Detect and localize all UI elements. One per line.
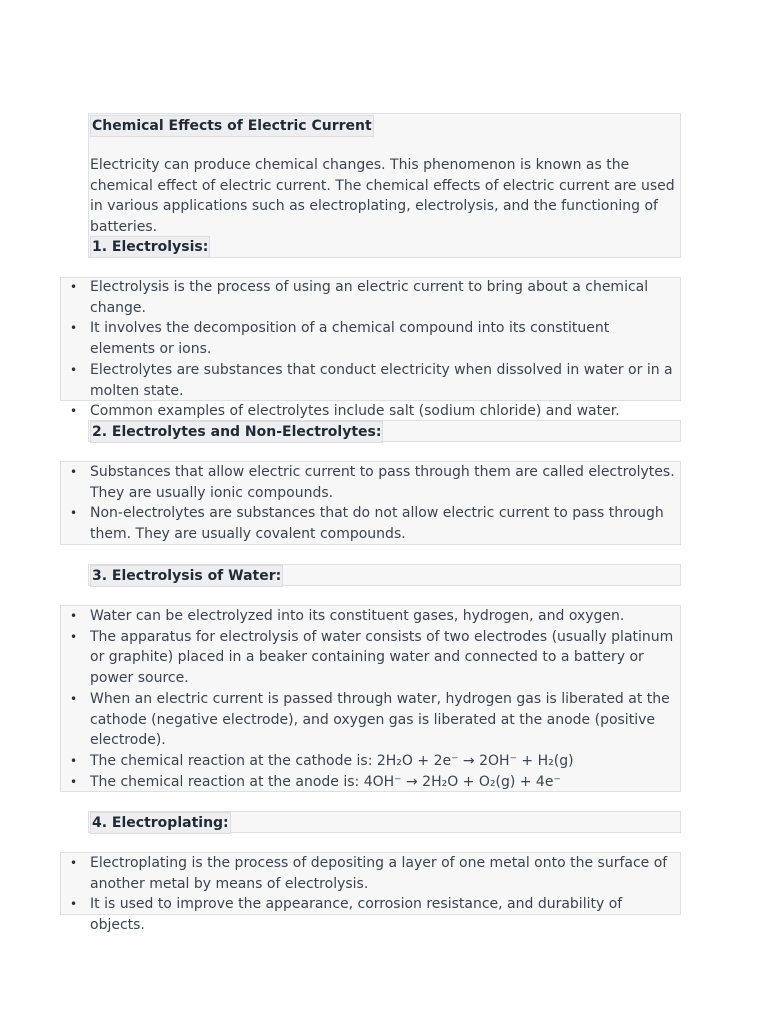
bullet-icon: • [70,321,78,336]
list-item: • Electrolytes are substances that conduct electricity when dissolved in water or in a molten state. [70,361,673,399]
list-item: • Water can be electrolyzed into its constituent gases, hydrogen, and oxygen. [61,606,676,627]
bullet-icon: • [70,506,78,521]
bullet-icon: • [70,897,78,912]
heading-4-block [88,811,681,833]
list-item: • The apparatus for electrolysis of water consists of two electrodes (usually platinum or graphite) placed in a beaker containing water and connected to a battery or power source. [70,628,674,687]
section-heading-electrolytes: 2. Electrolytes and Non-Electrolytes: [90,421,383,443]
list-item: • It is used to improve the appearance, corrosion resistance, and durability of objects. [70,896,623,934]
electrolytes-list-block [60,461,681,545]
list-item: • When an electric current is passed through water, hydrogen gas is liberated at the cathode (negative electrode), and oxygen gas is liberated at the anode (positive electrode). [70,690,670,749]
electrolytes-list [61,462,676,545]
list-item: • It involves the decomposition of a chemical compound into its constituent elements or ions. [70,320,610,358]
water-list-block [60,605,681,792]
water-list [61,606,676,792]
list-item: • Non-electrolytes are substances that do not allow electric current to pass through them. They are usually covalent compounds. [70,505,664,543]
list-item: • Common examples of electrolytes include salt (sodium chloride) and water. [61,401,676,422]
section-heading-water: 3. Electrolysis of Water: [90,565,283,587]
bullet-icon: • [70,753,78,768]
electroplating-list-block [60,852,681,934]
heading-3-block [88,564,681,586]
section-heading-electrolysis: 1. Electrolysis: [90,236,210,258]
intro-paragraph: Electricity can produce chemical changes. This phenomenon is known as the chemical effect of electric current. The chemical effects of electric current are used in various applications such as electroplating, electrolysis, and the functioning of batteries. [90,157,675,236]
page-title: Chemical Effects of Electric Current [90,115,374,137]
bullet-icon: • [70,404,78,419]
intro-block [88,113,681,258]
list-item: • The chemical reaction at the anode is: 4OH⁻ → 2H₂O + O₂(g) + 4e⁻ [61,772,676,793]
electroplating-list [61,853,676,936]
bullet-icon: • [70,629,78,644]
bullet-icon: • [70,465,78,479]
list-item: • Substances that allow electric current to pass through them are called electrolytes. They are usually ionic compounds. [70,464,675,501]
list-item: • Electrolysis is the process of using an electric current to bring about a chemical change. [70,279,649,316]
bullet-icon: • [70,856,78,870]
heading-2-block [88,420,681,442]
electrolysis-list-block [60,277,681,420]
bullet-icon: • [70,280,78,294]
bullet-icon: • [70,362,78,377]
bullet-icon: • [70,774,78,789]
section-heading-electroplating: 4. Electroplating: [90,812,231,834]
bullet-icon: • [70,609,78,623]
list-item: • The chemical reaction at the cathode is: 2H₂O + 2e⁻ → 2OH⁻ + H₂(g) [61,751,676,772]
anode-reaction: 4OH⁻ → 2H₂O + O₂(g) + 4e⁻ [363,773,561,790]
cathode-reaction: 2H₂O + 2e⁻ → 2OH⁻ + H₂(g) [376,752,574,769]
list-item: • Electroplating is the process of depositing a layer of one metal onto the surface of another metal by means of electrolysis. [70,855,668,892]
electrolysis-list [61,277,676,422]
bullet-icon: • [70,691,78,706]
